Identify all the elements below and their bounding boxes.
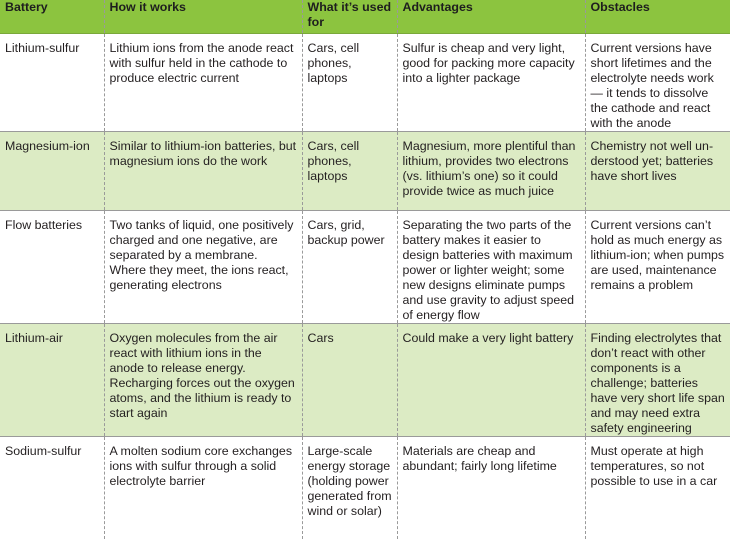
column-header-obstacles: Obstacles (585, 0, 730, 34)
cell-used-for: Large-scale energy storage (holding power generated from wind or solar) (302, 437, 397, 539)
cell-advantages: Magnesium, more plentiful than lithium, provides two electrons (vs. lithium’s one) so it could provide twice as much juice (397, 132, 585, 211)
cell-used-for: Cars (302, 324, 397, 437)
cell-how-it-works: Similar to lithium-ion batteries, but magnesium ions do the work (104, 132, 302, 211)
cell-battery: Flow batteries (0, 211, 104, 324)
cell-used-for: Cars, cell phones, laptops (302, 34, 397, 132)
cell-advantages: Materials are cheap and abundant; fairly long lifetime (397, 437, 585, 539)
cell-obstacles: Finding electrolytes that don’t react with other components is a challenge; batteries have very short life span and may need extra safety engineering (585, 324, 730, 437)
table-row (0, 437, 730, 539)
table-row (0, 132, 730, 211)
cell-used-for: Cars, cell phones, laptops (302, 132, 397, 211)
table-row (0, 34, 730, 132)
table-row (0, 211, 730, 324)
table-row (0, 324, 730, 437)
cell-advantages: Separating the two parts of the battery makes it easier to design batteries with maximum power or lighter weight; some new designs eliminate pumps and use gravity to adjust speed of energy flow (397, 211, 585, 324)
header-row (0, 0, 730, 34)
cell-advantages: Sulfur is cheap and very light, good for packing more capacity into a lighter package (397, 34, 585, 132)
table-header (0, 0, 730, 34)
cell-battery: Magnesium-ion (0, 132, 104, 211)
cell-obstacles: Chemistry not well understood yet; batteries have short lives (585, 132, 730, 211)
cell-used-for: Cars, grid, backup power (302, 211, 397, 324)
cell-obstacles: Current versions have short lifetimes and the electrolyte needs work — it tends to dissolve the cathode and react with the anode (585, 34, 730, 132)
cell-advantages: Could make a very light battery (397, 324, 585, 437)
cell-how-it-works: Oxygen molecules from the air react with lithium ions in the anode to release energy. Recharging forces out the oxygen atoms, and the lithium is ready to start again (104, 324, 302, 437)
column-header-how-it-works: How it works (104, 0, 302, 34)
cell-how-it-works: Two tanks of liquid, one positively charged and one negative, are separated by a membrane. Where they meet, the ions react, generating electrons (104, 211, 302, 324)
cell-obstacles: Must operate at high temperatures, so not possible to use in a car (585, 437, 730, 539)
cell-battery: Sodium-sulfur (0, 437, 104, 539)
cell-battery: Lithium-sulfur (0, 34, 104, 132)
column-header-advantages: Advantages (397, 0, 585, 34)
cell-obstacles: Current versions can’t hold as much energy as lithium-ion; when pumps are used, maintenance remains a problem (585, 211, 730, 324)
cell-how-it-works: A molten sodium core exchanges ions with sulfur through a solid electrolyte barrier (104, 437, 302, 539)
column-header-used-for: What it’s used for (302, 0, 397, 34)
column-header-battery: Battery (0, 0, 104, 34)
cell-how-it-works: Lithium ions from the anode react with sulfur held in the cathode to produce electric current (104, 34, 302, 132)
cell-battery: Lithium-air (0, 324, 104, 437)
table-body (0, 34, 730, 539)
